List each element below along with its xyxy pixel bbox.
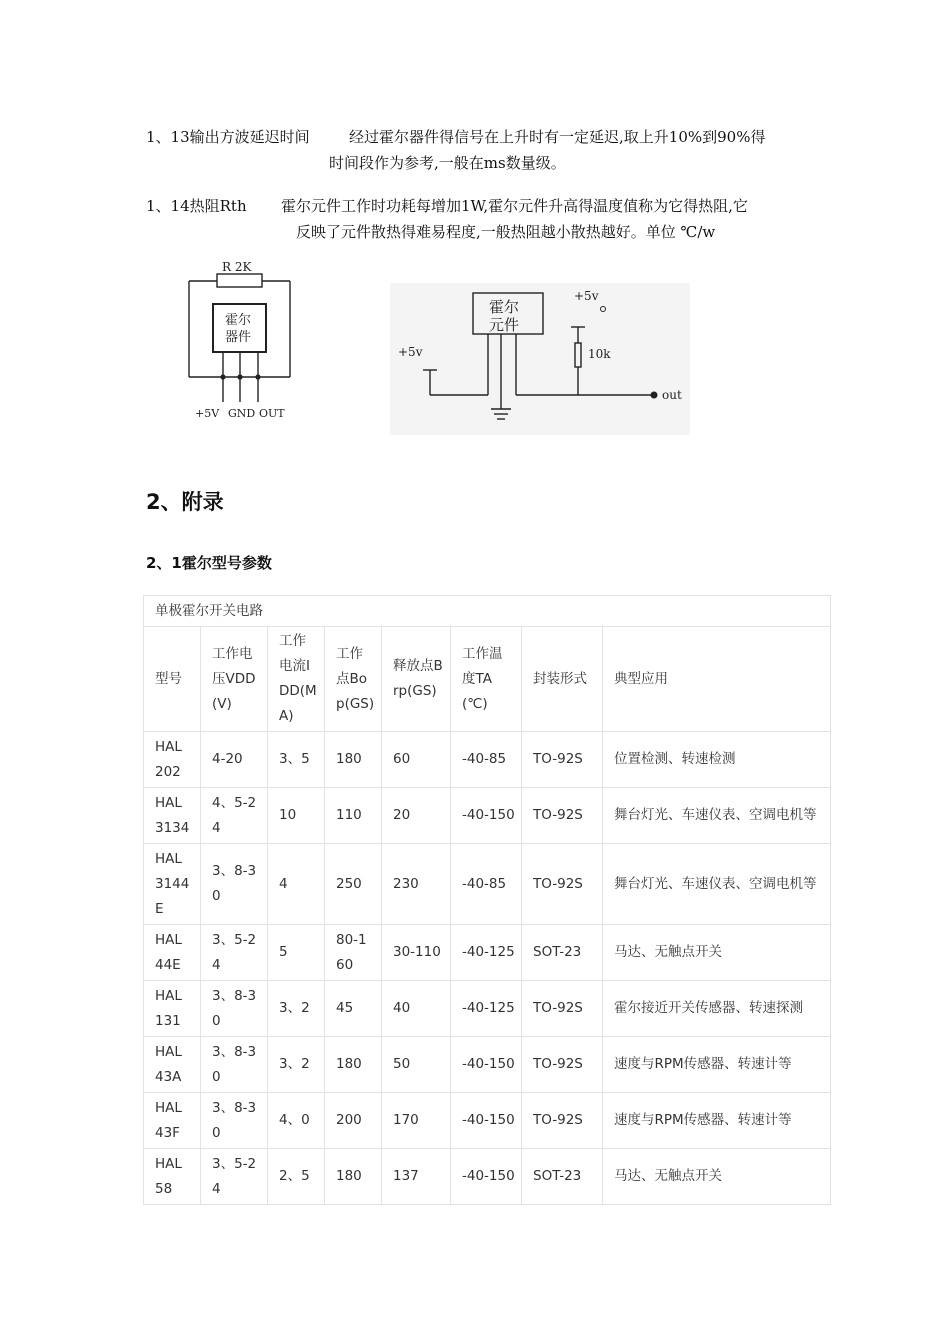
table-cell: -40-150 <box>451 1037 522 1093</box>
resistor-label: R 2K <box>222 260 252 274</box>
chip-label-line2: 器件 <box>225 330 252 345</box>
table-cell: HAL 3134 <box>144 788 201 844</box>
table-cell: TO-92S <box>522 981 603 1037</box>
table-row <box>144 1149 831 1205</box>
column-header: 工作点Bop(GS) <box>325 627 382 732</box>
section-title: 2、附录 <box>146 490 224 514</box>
table-cell: 3、5-24 <box>201 1149 268 1205</box>
table-cell: 110 <box>325 788 382 844</box>
table-cell: 45 <box>325 981 382 1037</box>
table-cell: 3、8-30 <box>201 1093 268 1149</box>
table-row <box>144 1037 831 1093</box>
table-cell: 3、8-30 <box>201 1037 268 1093</box>
table-cell: 舞台灯光、车速仪表、空调电机等 <box>603 844 831 925</box>
table-cell: 30-110 <box>382 925 451 981</box>
table-cell: 80-160 <box>325 925 382 981</box>
column-header: 型号 <box>144 627 201 732</box>
table-cell: 137 <box>382 1149 451 1205</box>
table-cell: 200 <box>325 1093 382 1149</box>
chip-label-line1: 霍尔 <box>489 298 520 316</box>
table-cell: 180 <box>325 1149 382 1205</box>
table-cell: HAL 202 <box>144 732 201 788</box>
definition-term: 1、14热阻Rth <box>146 197 247 215</box>
table-cell: 速度与RPM传感器、转速计等 <box>603 1093 831 1149</box>
vcc-top-label: +5v <box>574 289 599 303</box>
hall-element-output-circuit <box>390 283 690 435</box>
table-cell: 20 <box>382 788 451 844</box>
table-cell: 250 <box>325 844 382 925</box>
table-cell: 5 <box>268 925 325 981</box>
table-row <box>144 732 831 788</box>
table-cell: 速度与RPM传感器、转速计等 <box>603 1037 831 1093</box>
table-cell: SOT-23 <box>522 1149 603 1205</box>
table-cell: 50 <box>382 1037 451 1093</box>
table-cell: HAL 58 <box>144 1149 201 1205</box>
table-cell: SOT-23 <box>522 925 603 981</box>
table-row <box>144 1093 831 1149</box>
resistor-label: 10k <box>588 347 611 361</box>
table-header-row <box>144 627 831 732</box>
table-cell: TO-92S <box>522 1037 603 1093</box>
chip-label-line2: 元件 <box>489 316 520 334</box>
table-cell: -40-150 <box>451 1093 522 1149</box>
table-cell: HAL 131 <box>144 981 201 1037</box>
hall-model-parameters-table <box>143 595 831 1205</box>
table-cell: 4 <box>268 844 325 925</box>
pin-label-out: OUT <box>259 407 285 420</box>
chip-label-line1: 霍尔 <box>225 313 252 328</box>
table-cell: 180 <box>325 1037 382 1093</box>
table-cell: 170 <box>382 1093 451 1149</box>
table-row <box>144 981 831 1037</box>
table-cell: 2、5 <box>268 1149 325 1205</box>
table-caption: 单极霍尔开关电路 <box>144 596 831 627</box>
column-header: 工作电压VDD(V) <box>201 627 268 732</box>
definition-text-line2: 反映了元件散热得难易程度,一般热阻越小散热越好。单位 ℃/w <box>296 223 716 241</box>
table-cell: TO-92S <box>522 1093 603 1149</box>
definition-term: 1、13输出方波延迟时间 <box>146 128 310 146</box>
table-cell: -40-125 <box>451 981 522 1037</box>
vcc-left-label: +5v <box>398 345 423 359</box>
table-cell: -40-85 <box>451 844 522 925</box>
table-row <box>144 925 831 981</box>
table-cell: 3、2 <box>268 1037 325 1093</box>
subsection-title: 2、1霍尔型号参数 <box>146 554 272 572</box>
definition-text-line1: 经过霍尔器件得信号在上升时有一定延迟,取上升10%到90%得 <box>349 128 766 146</box>
table-cell: 60 <box>382 732 451 788</box>
table-cell: 3、8-30 <box>201 844 268 925</box>
table-cell: 3、8-30 <box>201 981 268 1037</box>
definition-text-line2: 时间段作为参考,一般在ms数量级。 <box>329 154 566 172</box>
table-cell: TO-92S <box>522 732 603 788</box>
table-cell: 40 <box>382 981 451 1037</box>
column-header: 释放点Brp(GS) <box>382 627 451 732</box>
table-cell: 230 <box>382 844 451 925</box>
pin-label-vcc: +5V <box>195 407 220 420</box>
table-cell: 马达、无触点开关 <box>603 1149 831 1205</box>
table-cell: 3、5-24 <box>201 925 268 981</box>
table-cell: 4、5-24 <box>201 788 268 844</box>
table-cell: 180 <box>325 732 382 788</box>
table-cell: -40-150 <box>451 788 522 844</box>
column-header: 典型应用 <box>603 627 831 732</box>
table-row <box>144 788 831 844</box>
table-cell: 马达、无触点开关 <box>603 925 831 981</box>
out-label: out <box>662 388 682 402</box>
table-cell: -40-125 <box>451 925 522 981</box>
column-header: 工作温度TA(℃) <box>451 627 522 732</box>
table-cell: HAL 43A <box>144 1037 201 1093</box>
table-cell: 霍尔接近开关传感器、转速探测 <box>603 981 831 1037</box>
table-cell: 10 <box>268 788 325 844</box>
table-cell: 舞台灯光、车速仪表、空调电机等 <box>603 788 831 844</box>
table-cell: HAL 43F <box>144 1093 201 1149</box>
table-cell: 3、5 <box>268 732 325 788</box>
pin-label-gnd: GND <box>228 407 256 420</box>
table-cell: 4、0 <box>268 1093 325 1149</box>
table-cell: TO-92S <box>522 788 603 844</box>
column-header: 封装形式 <box>522 627 603 732</box>
table-cell: HAL 3144E <box>144 844 201 925</box>
table-cell: -40-150 <box>451 1149 522 1205</box>
table-cell: 4-20 <box>201 732 268 788</box>
definition-text-line1: 霍尔元件工作时功耗每增加1W,霍尔元件升高得温度值称为它得热阻,它 <box>281 197 748 215</box>
table-row <box>144 844 831 925</box>
table-cell: 3、2 <box>268 981 325 1037</box>
table-cell: 位置检测、转速检测 <box>603 732 831 788</box>
table-cell: HAL 44E <box>144 925 201 981</box>
table-cell: TO-92S <box>522 844 603 925</box>
hall-device-wiring-diagram <box>184 256 296 426</box>
column-header: 工作电流IDD(MA) <box>268 627 325 732</box>
table-cell: -40-85 <box>451 732 522 788</box>
